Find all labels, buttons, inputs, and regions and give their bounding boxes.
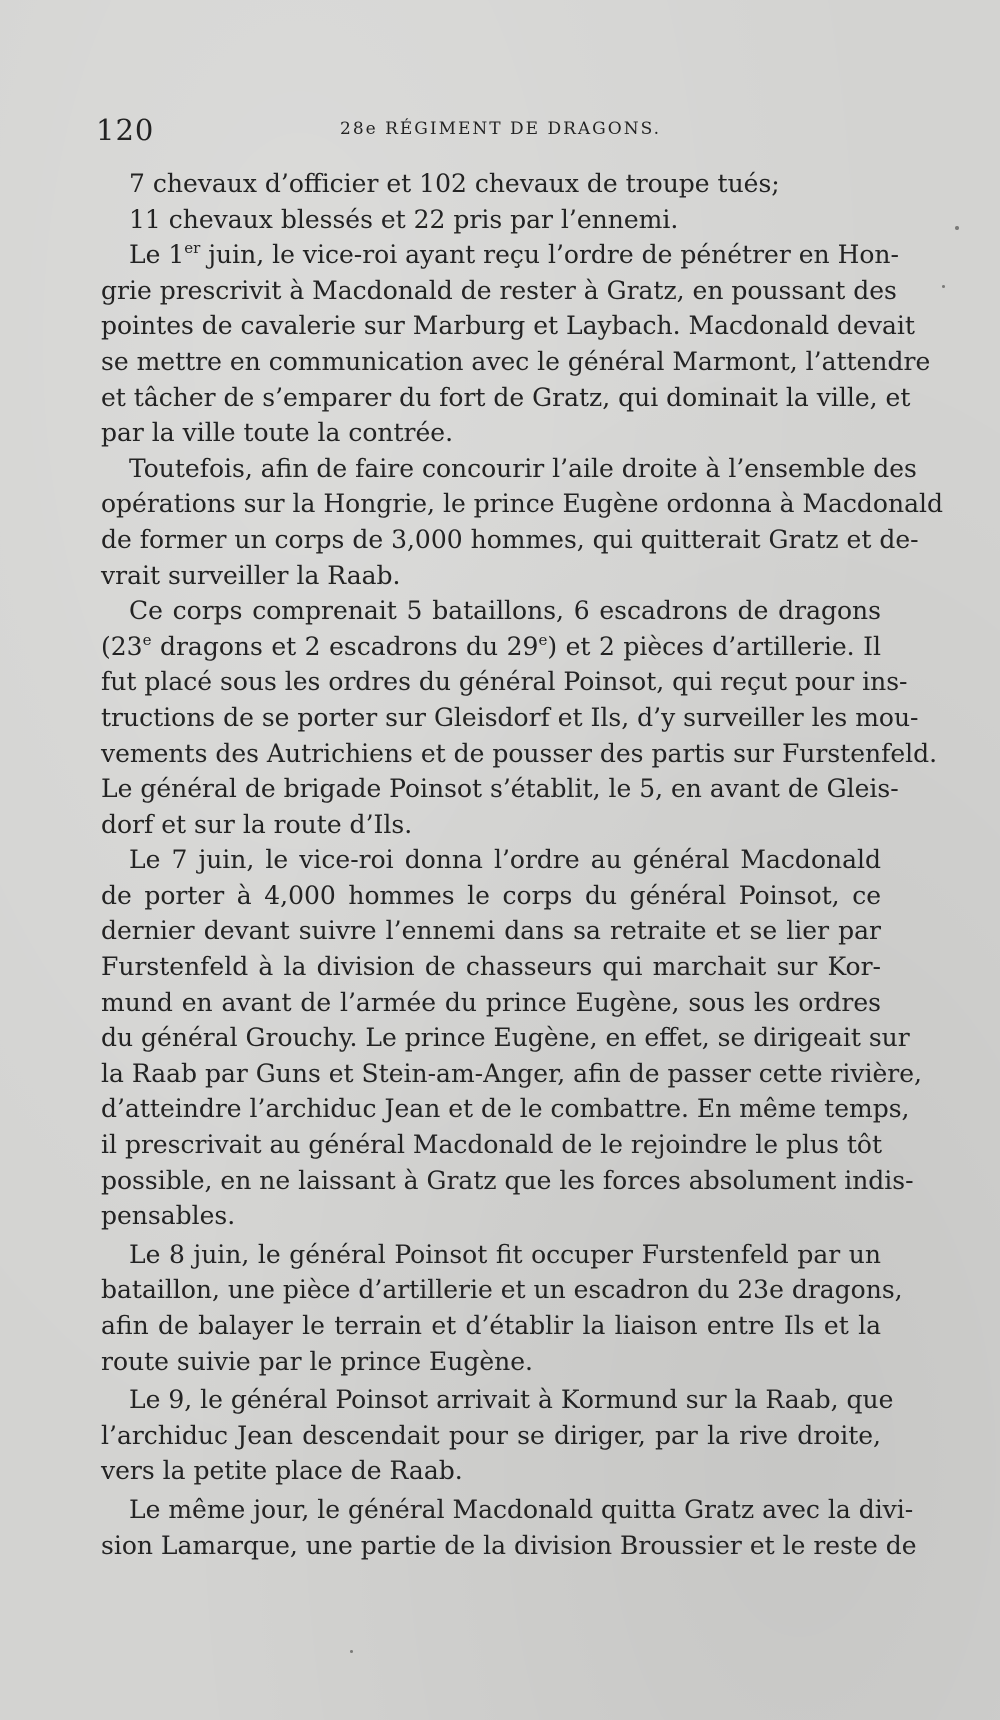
text-line bbox=[101, 1198, 881, 1234]
line-text: ) et 2 pièces d’artillerie. Il bbox=[547, 631, 881, 661]
text-line bbox=[101, 664, 908, 700]
text-line bbox=[101, 1453, 881, 1489]
line-text: sion Lamarque, une partie de la division Broussier et le reste de bbox=[101, 1530, 917, 1560]
paper-speck bbox=[942, 285, 945, 288]
line-text: 7 chevaux d’officier et 102 chevaux de troupe tués; bbox=[129, 169, 780, 198]
line-text: mund en avant de l’armée du prince Eugène, sous les ordres bbox=[101, 987, 881, 1017]
line-text: dragons et 2 escadrons du 29 bbox=[151, 631, 539, 661]
superscript: e bbox=[538, 630, 548, 649]
line-text: Le général de brigade Poinsot s’établit, le 5, en avant de Gleis- bbox=[101, 774, 899, 804]
text-line bbox=[101, 380, 911, 416]
superscript: er bbox=[184, 239, 201, 258]
line-text: Le même jour, le général Macdonald quitta Gratz avec la divi- bbox=[129, 1494, 914, 1524]
line-text: route suivie par le prince Eugène. bbox=[101, 1346, 534, 1376]
superscript: e bbox=[142, 630, 152, 649]
text-line bbox=[101, 807, 881, 843]
text-line bbox=[101, 273, 897, 309]
running-title: 28e RÉGIMENT DE DRAGONS. bbox=[340, 119, 662, 139]
line-text: Le 1 bbox=[129, 240, 185, 270]
line-text: dorf et sur la route d’Ils. bbox=[101, 809, 413, 839]
text-line bbox=[101, 558, 881, 594]
line-text: tructions de se porter sur Gleisdorf et Ils, d’y surveiller les mou- bbox=[101, 702, 919, 732]
line-text: du général Grouchy. Le prince Eugène, en effet, se dirigeait sur bbox=[101, 1023, 910, 1053]
line-text: vrait surveiller la Raab. bbox=[101, 560, 401, 590]
line-text: afin de balayer le terrain et d’établir la liaison entre Ils et la bbox=[101, 1311, 881, 1340]
text-line bbox=[101, 1091, 910, 1127]
line-text: d’atteindre l’archiduc Jean et de le combattre. En même temps, bbox=[101, 1094, 910, 1124]
line-text: se mettre en communication avec le général Marmont, l’attendre bbox=[101, 346, 931, 376]
line-text: par la ville toute la contrée. bbox=[101, 418, 454, 448]
text-line bbox=[101, 308, 915, 344]
text-line bbox=[101, 202, 881, 238]
text-line bbox=[101, 700, 919, 736]
line-text: Le 9, le général Poinsot arrivait à Kormund sur la Raab, que bbox=[129, 1385, 894, 1415]
text-line bbox=[101, 522, 919, 558]
line-text: dernier devant suivre l’ennemi dans sa retraite et se lier par bbox=[101, 916, 881, 946]
text-line bbox=[101, 949, 881, 985]
text-line bbox=[101, 415, 881, 451]
line-text: pointes de cavalerie sur Marburg et Laybach. Macdonald devait bbox=[101, 311, 915, 341]
text-line bbox=[101, 237, 899, 273]
line-text: grie prescrivit à Macdonald de rester à Gratz, en poussant des bbox=[101, 275, 897, 305]
text-line bbox=[101, 1308, 881, 1344]
text-line bbox=[101, 878, 881, 914]
text-line bbox=[101, 1492, 914, 1528]
line-text: il prescrivait au général Macdonald de le rejoindre le plus tôt bbox=[101, 1130, 883, 1160]
paper-speck bbox=[955, 226, 959, 230]
text-line bbox=[101, 985, 881, 1021]
page-number: 120 bbox=[96, 113, 155, 147]
line-text: Le 7 juin, le vice-roi donna l’ordre au général Macdonald bbox=[129, 845, 881, 875]
body-text bbox=[101, 166, 943, 1563]
text-line bbox=[101, 1237, 881, 1273]
text-line bbox=[101, 1382, 894, 1418]
line-text: bataillon, une pièce d’artillerie et un escadron du 23e dragons, bbox=[101, 1275, 903, 1305]
text-line bbox=[101, 1163, 914, 1199]
text-line bbox=[101, 629, 881, 665]
text-line bbox=[101, 486, 943, 522]
line-text: Furstenfeld à la division de chasseurs qui marchait sur Kor- bbox=[101, 952, 881, 982]
line-text: possible, en ne laissant à Gratz que les forces absolument indis- bbox=[101, 1165, 914, 1195]
text-line bbox=[101, 1272, 903, 1308]
line-text: Ce corps comprenait 5 bataillons, 6 escadrons de dragons bbox=[129, 596, 881, 626]
text-line bbox=[101, 1344, 881, 1380]
running-head bbox=[96, 113, 896, 153]
text-line bbox=[101, 166, 881, 202]
text-line bbox=[101, 1127, 881, 1163]
line-text: fut placé sous les ordres du général Poinsot, qui reçut pour ins- bbox=[101, 667, 908, 697]
line-text: 11 chevaux blessés et 22 pris par l’ennemi. bbox=[129, 204, 679, 234]
text-line bbox=[101, 1056, 922, 1092]
line-text: la Raab par Guns et Stein-am-Anger, afin de passer cette rivière, bbox=[101, 1058, 922, 1088]
line-text: de former un corps de 3,000 hommes, qui quitterait Gratz et de- bbox=[101, 524, 919, 554]
text-line bbox=[101, 736, 938, 772]
text-line bbox=[101, 451, 917, 487]
line-text: (23 bbox=[101, 631, 143, 661]
line-text: l’archiduc Jean descendait pour se diriger, par la rive droite, bbox=[101, 1420, 881, 1450]
paper-speck bbox=[350, 1650, 353, 1653]
line-text: de porter à 4,000 hommes le corps du général Poinsot, ce bbox=[101, 880, 881, 910]
text-line bbox=[101, 344, 931, 380]
text-line bbox=[101, 1418, 881, 1454]
line-text: vers la petite place de Raab. bbox=[101, 1456, 463, 1486]
line-text: vements des Autrichiens et de pousser des partis sur Furstenfeld. bbox=[101, 738, 938, 768]
text-line bbox=[101, 1020, 910, 1056]
line-text: et tâcher de s’emparer du fort de Gratz, qui dominait la ville, et bbox=[101, 382, 911, 412]
line-text: juin, le vice-roi ayant reçu l’ordre de pénétrer en Hon- bbox=[200, 240, 899, 270]
text-line bbox=[101, 842, 881, 878]
line-text: pensables. bbox=[101, 1201, 236, 1231]
text-line bbox=[101, 913, 881, 949]
line-text: Toutefois, afin de faire concourir l’aile droite à l’ensemble des bbox=[129, 453, 917, 483]
line-text: opérations sur la Hongrie, le prince Eugène ordonna à Macdonald bbox=[101, 489, 943, 519]
line-text: Le 8 juin, le général Poinsot fit occuper Furstenfeld par un bbox=[129, 1239, 881, 1269]
text-line bbox=[101, 593, 881, 629]
text-line bbox=[101, 1528, 917, 1564]
text-line bbox=[101, 771, 899, 807]
